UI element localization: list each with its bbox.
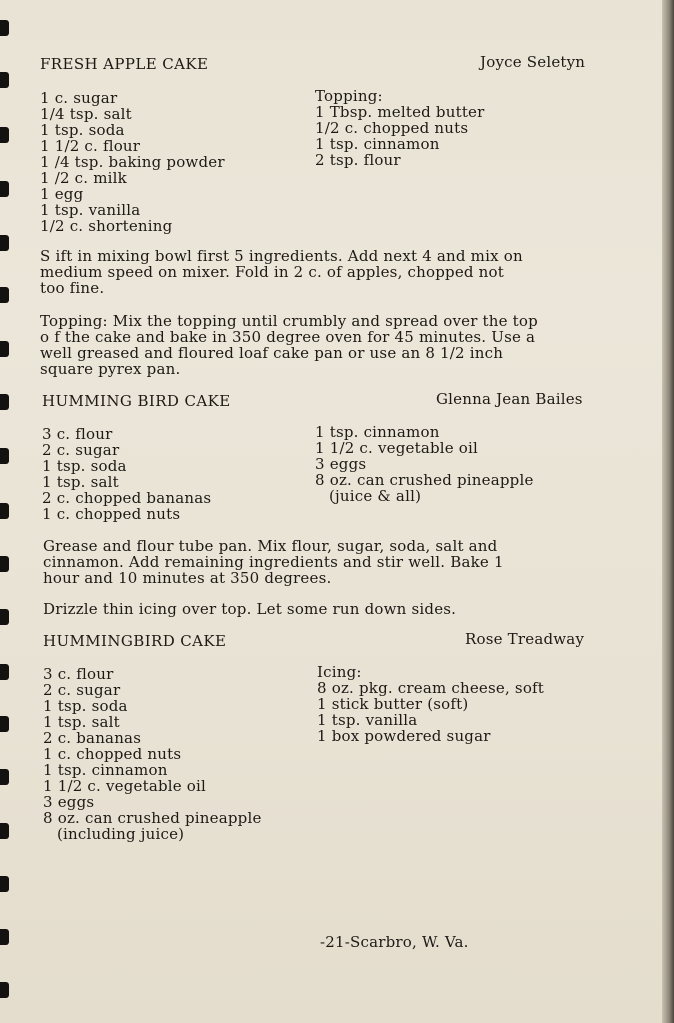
binding-hole: [0, 287, 9, 303]
directions-line: cinnamon. Add remaining ingredients and stir well. Bake 1: [43, 553, 504, 571]
ingredient-list-right: [317, 664, 544, 744]
binding-hole: [0, 716, 9, 732]
ingredient-item: 2 c. sugar: [42, 441, 120, 459]
ingredient-item: 2 tsp. flour: [315, 151, 401, 169]
directions-line: hour and 10 minutes at 350 degrees.: [43, 569, 332, 587]
ingredient-item: 1 Tbsp. melted butter: [315, 103, 485, 121]
ingredient-item: 1 egg: [40, 185, 84, 203]
recipe-title: FRESH APPLE CAKE: [40, 55, 209, 73]
ingredient-list-right: [315, 88, 485, 168]
ingredient-item: 1 tsp. cinnamon: [315, 423, 440, 441]
ingredient-item: 1/2 c. shortening: [40, 217, 173, 235]
ingredient-item: 3 c. flour: [43, 665, 114, 683]
ingredient-item: 1 tsp. cinnamon: [315, 135, 440, 153]
ingredient-item: 1 box powdered sugar: [317, 727, 491, 745]
ingredient-item: 1 1/2 c. vegetable oil: [315, 439, 479, 457]
binding-hole: [0, 823, 9, 839]
binding-hole: [0, 341, 9, 357]
ingredient-item: 1 stick butter (soft): [317, 695, 469, 713]
ingredient-item: 2 c. bananas: [43, 729, 142, 747]
binding-hole: [0, 503, 9, 519]
directions-line: Drizzle thin icing over top. Let some run down sides.: [43, 600, 457, 618]
ingredient-item: 1 tsp. salt: [42, 473, 119, 491]
ingredient-item: 1 c. chopped nuts: [43, 745, 182, 763]
binding-hole: [0, 664, 9, 680]
directions-line: medium speed on mixer. Fold in 2 c. of apples, chopped not: [40, 263, 504, 281]
ingredient-item: 1 tsp. soda: [40, 121, 125, 139]
ingredient-item: 1 tsp. vanilla: [317, 711, 418, 729]
directions-line: Grease and flour tube pan. Mix flour, sugar, soda, salt and: [43, 537, 498, 555]
ingredient-item: 1 tsp. soda: [42, 457, 127, 475]
ingredient-item: 3 eggs: [43, 793, 95, 811]
recipe-directions: [40, 248, 523, 296]
ingredient-item: 2 c. sugar: [43, 681, 121, 699]
ingredient-list-left: [42, 426, 211, 522]
ingredient-list-left: [40, 90, 225, 234]
ingredient-item: 1 1/2 c. vegetable oil: [43, 777, 207, 795]
ingredient-item: 1/2 c. chopped nuts: [315, 119, 469, 137]
ingredient-item: 1 /2 c. milk: [40, 169, 127, 187]
ingredient-item: 2 c. chopped bananas: [42, 489, 212, 507]
ingredient-item: 1/4 tsp. salt: [40, 105, 132, 123]
ingredient-item: 8 oz. pkg. cream cheese, soft: [317, 679, 545, 697]
ingredient-item: 1 1/2 c. flour: [40, 137, 141, 155]
binding-hole: [0, 20, 9, 36]
topping-directions: [40, 313, 538, 377]
recipe-author: Rose Treadway: [465, 630, 585, 648]
binding-hole: [0, 127, 9, 143]
binding-hole: [0, 876, 9, 892]
binding-hole: [0, 394, 9, 410]
ingredient-item: 1 /4 tsp. baking powder: [40, 153, 225, 171]
ingredient-item: 3 c. flour: [42, 425, 113, 443]
ingredient-item: 1 c. chopped nuts: [42, 505, 181, 523]
ingredient-item: 1 tsp. cinnamon: [43, 761, 168, 779]
directions-line: o f the cake and bake in 350 degree oven for 45 minutes. Use a: [40, 328, 536, 346]
ingredient-list-right: [315, 424, 534, 504]
directions-line: well greased and floured loaf cake pan or use an 8 1/2 inch: [40, 344, 504, 362]
ingredient-item: 1 tsp. salt: [43, 713, 120, 731]
binding-hole: [0, 982, 9, 998]
ingredient-item: 8 oz. can crushed pineapple: [315, 471, 534, 489]
ingredient-item: 1 tsp. soda: [43, 697, 128, 715]
binding-hole: [0, 609, 9, 625]
directions-line: S ift in mixing bowl first 5 ingredients. Add next 4 and mix on: [40, 247, 523, 265]
directions-line: too fine.: [40, 279, 105, 297]
binding-hole: [0, 556, 9, 572]
page-footer: -21-Scarbro, W. Va.: [320, 933, 469, 951]
spiral-binding: [0, 0, 14, 1023]
page-edge: [662, 0, 674, 1023]
ingredient-item: 1 c. sugar: [40, 89, 118, 107]
ingredient-item: (juice & all): [329, 487, 422, 505]
icing-heading: Icing:: [317, 663, 362, 681]
topping-heading: Topping:: [315, 87, 383, 105]
binding-hole: [0, 769, 9, 785]
ingredient-item: (including juice): [57, 825, 185, 843]
directions-line: square pyrex pan.: [40, 360, 181, 378]
binding-hole: [0, 72, 9, 88]
binding-hole: [0, 235, 9, 251]
recipe-directions: [43, 538, 504, 586]
binding-hole: [0, 929, 9, 945]
recipe-title: HUMMING BIRD CAKE: [42, 392, 231, 410]
ingredient-item: 1 tsp. vanilla: [40, 201, 141, 219]
binding-hole: [0, 181, 9, 197]
recipe-title: HUMMINGBIRD CAKE: [43, 632, 227, 650]
ingredient-list-left: [43, 666, 262, 842]
recipe-author: Joyce Seletyn: [480, 53, 586, 71]
ingredient-item: 3 eggs: [315, 455, 367, 473]
ingredient-item: 8 oz. can crushed pineapple: [43, 809, 262, 827]
directions-line: Topping: Mix the topping until crumbly and spread over the top: [40, 312, 538, 330]
recipe-author: Glenna Jean Bailes: [436, 390, 583, 408]
icing-directions: [43, 601, 456, 617]
binding-hole: [0, 448, 9, 464]
